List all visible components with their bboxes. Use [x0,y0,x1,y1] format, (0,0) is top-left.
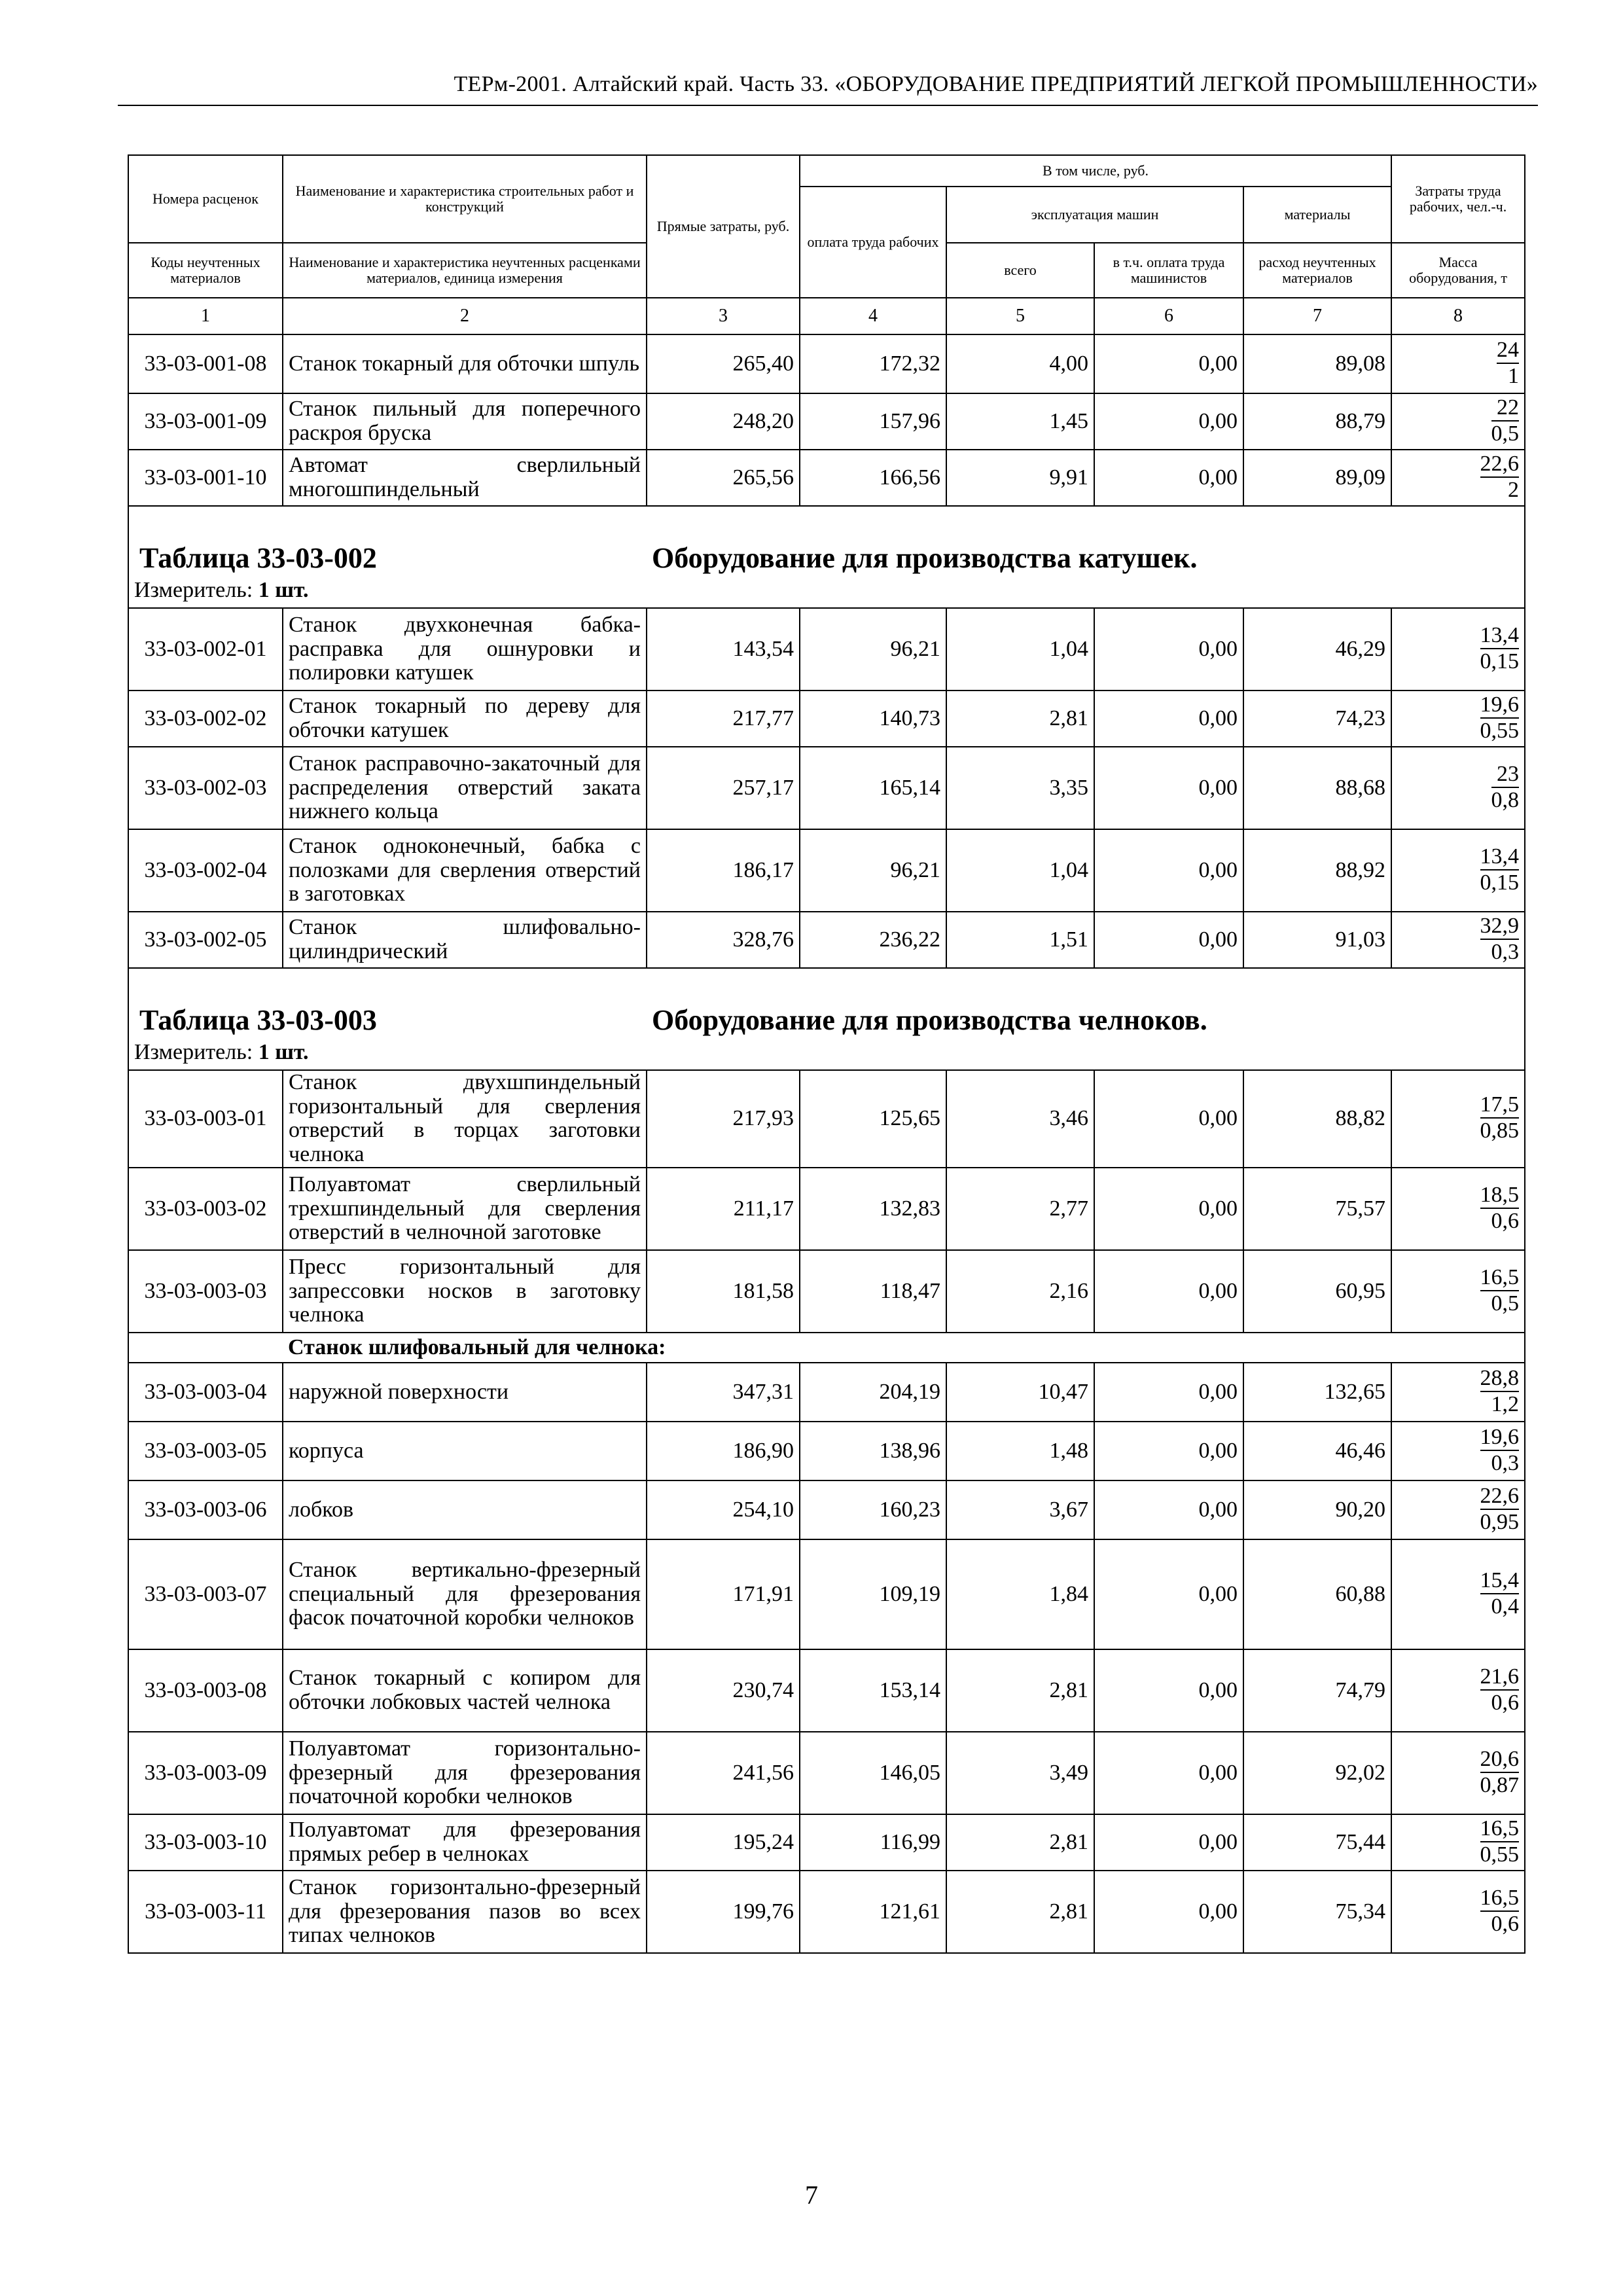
machinist-pay: 0,00 [1094,1539,1243,1649]
equipment-mass: 0,8 [1491,788,1520,812]
work-name: Автомат сверлильный многошпиндельный [283,450,647,506]
equipment-mass: 0,55 [1480,719,1520,743]
labor-hours: 16,5 [1480,1887,1520,1912]
fraction [1480,1367,1520,1416]
fraction [1480,1184,1520,1232]
column-number: 4 [800,298,946,334]
rate-code: 33-03-003-07 [128,1539,283,1649]
rate-row [128,334,1525,393]
work-name: Станок горизонтально-фрезерный для фрезерования пазов во всех типах челноков [283,1871,647,1953]
rate-row [128,691,1525,747]
work-name: Полуавтомат для фрезерования прямых ребер в челноках [283,1814,647,1871]
rate-row [128,912,1525,968]
rate-code: 33-03-003-01 [128,1070,283,1168]
work-name: Станок двухшпиндельный горизонтальный для сверления отверстий в торцах заготовки челнока [283,1070,647,1168]
materials-cost: 75,34 [1243,1871,1391,1953]
labor-pay: 204,19 [800,1363,946,1422]
column-number: 5 [946,298,1094,334]
table-003-title: Оборудование для производства челноков. [652,1004,1207,1036]
direct-costs: 265,40 [647,334,800,393]
materials-cost: 92,02 [1243,1732,1391,1814]
labor-hours: 17,5 [1480,1094,1520,1119]
header-unaccounted-codes: Коды неучтенных материалов [128,243,283,298]
rate-row [128,1363,1525,1422]
work-name: Станок вертикально-фрезерный специальный для фрезерования фасок початочной коробки челноков [283,1539,647,1649]
table-003-unit-value: 1 шт. [258,1040,309,1064]
fraction [1480,624,1520,673]
labor-hours: 22,6 [1480,453,1520,478]
header-labor-costs: Затраты труда рабочих, чел.-ч. [1391,155,1525,243]
machine-total: 1,84 [946,1539,1094,1649]
labor-and-mass [1391,1168,1525,1250]
machine-total: 3,46 [946,1070,1094,1168]
machinist-pay: 0,00 [1094,1168,1243,1250]
table-003-unit-label: Измеритель: [134,1040,253,1064]
machine-total: 10,47 [946,1363,1094,1422]
rate-code: 33-03-002-01 [128,608,283,691]
labor-and-mass [1391,450,1525,506]
column-number: 7 [1243,298,1391,334]
labor-hours: 19,6 [1480,1426,1520,1451]
machinist-pay: 0,00 [1094,1070,1243,1168]
labor-pay: 121,61 [800,1871,946,1953]
equipment-mass: 0,3 [1491,1450,1520,1475]
machinist-pay: 0,00 [1094,608,1243,691]
machine-total: 3,67 [946,1480,1094,1539]
machinist-pay: 0,00 [1094,1422,1243,1480]
machinist-pay: 0,00 [1094,334,1243,393]
rate-row [128,608,1525,691]
materials-cost: 75,44 [1243,1814,1391,1871]
machine-total: 1,04 [946,608,1094,691]
machine-total: 2,77 [946,1168,1094,1250]
labor-pay: 109,19 [800,1539,946,1649]
running-head: ТЕРм-2001. Алтайский край. Часть 33. «ОБОРУДОВАНИЕ ПРЕДПРИЯТИЙ ЛЕГКОЙ ПРОМЫШЛЕННОСТИ» [454,72,1538,96]
rows-table-003-a [128,1070,1525,1333]
labor-and-mass [1391,829,1525,912]
materials-cost: 89,09 [1243,450,1391,506]
equipment-mass: 1 [1508,364,1520,388]
rate-code: 33-03-003-02 [128,1168,283,1250]
header-labor-pay: оплата труда рабочих [800,187,946,298]
labor-pay: 118,47 [800,1250,946,1333]
equipment-mass: 0,87 [1480,1772,1520,1797]
machinist-pay: 0,00 [1094,691,1243,747]
rate-code: 33-03-003-04 [128,1363,283,1422]
materials-cost: 88,82 [1243,1070,1391,1168]
labor-and-mass [1391,747,1525,829]
direct-costs: 143,54 [647,608,800,691]
rate-code: 33-03-001-10 [128,450,283,506]
machinist-pay: 0,00 [1094,1814,1243,1871]
equipment-mass: 0,5 [1491,422,1520,446]
direct-costs: 254,10 [647,1480,800,1539]
labor-and-mass [1391,1480,1525,1539]
materials-cost: 74,23 [1243,691,1391,747]
header-unaccounted-use: расход неучтенных материалов [1243,243,1391,298]
equipment-mass: 2 [1508,478,1520,502]
rate-row [128,393,1525,450]
machinist-pay: 0,00 [1094,1363,1243,1422]
table-header [128,155,1525,334]
table-002-unit-label: Измеритель: [134,578,253,602]
rate-code: 33-03-003-03 [128,1250,283,1333]
labor-hours: 21,6 [1480,1666,1520,1691]
machine-total: 4,00 [946,334,1094,393]
subgroup-heading [128,1333,1525,1363]
materials-cost: 60,88 [1243,1539,1391,1649]
work-name: наружной поверхности [283,1363,647,1422]
machinist-pay: 0,00 [1094,747,1243,829]
machine-total: 2,81 [946,691,1094,747]
materials-cost: 88,79 [1243,393,1391,450]
header-machinist-pay: в т.ч. оплата труда машинистов [1094,243,1243,298]
labor-hours: 19,6 [1480,694,1520,719]
labor-and-mass [1391,608,1525,691]
labor-and-mass [1391,1871,1525,1953]
machine-total: 1,04 [946,829,1094,912]
rate-code: 33-03-003-08 [128,1649,283,1732]
fraction [1480,1818,1520,1866]
rate-code: 33-03-003-06 [128,1480,283,1539]
materials-cost: 46,46 [1243,1422,1391,1480]
labor-and-mass [1391,1814,1525,1871]
header-rate-numbers: Номера расценок [128,155,283,243]
page-number: 7 [805,2180,818,2210]
machinist-pay: 0,00 [1094,912,1243,968]
rate-row [128,1814,1525,1871]
machine-total: 2,16 [946,1250,1094,1333]
rate-code: 33-03-003-09 [128,1732,283,1814]
direct-costs: 171,91 [647,1539,800,1649]
labor-pay: 96,21 [800,608,946,691]
fraction [1480,1666,1520,1714]
direct-costs: 347,31 [647,1363,800,1422]
labor-hours: 22,6 [1480,1485,1520,1510]
labor-pay: 146,05 [800,1732,946,1814]
labor-hours: 15,4 [1480,1570,1520,1594]
machinist-pay: 0,00 [1094,393,1243,450]
work-name: Станок двухконечная бабка-расправка для ошнуровки и полировки катушек [283,608,647,691]
materials-cost: 90,20 [1243,1480,1391,1539]
materials-cost: 89,08 [1243,334,1391,393]
equipment-mass: 0,55 [1480,1842,1520,1867]
rows-table-002 [128,608,1525,968]
machine-total: 1,45 [946,393,1094,450]
machinist-pay: 0,00 [1094,450,1243,506]
rates-table [128,154,1525,1954]
equipment-mass: 0,3 [1491,940,1520,964]
labor-pay: 165,14 [800,747,946,829]
labor-hours: 13,4 [1480,624,1520,649]
column-numbers-row [128,298,1525,334]
rate-code: 33-03-003-05 [128,1422,283,1480]
machinist-pay: 0,00 [1094,1480,1243,1539]
equipment-mass: 1,2 [1491,1391,1520,1416]
header-materials: материалы [1243,187,1391,243]
labor-pay: 96,21 [800,829,946,912]
labor-and-mass [1391,393,1525,450]
fraction [1491,763,1520,812]
materials-cost: 60,95 [1243,1250,1391,1333]
labor-pay: 125,65 [800,1070,946,1168]
machine-total: 9,91 [946,450,1094,506]
fraction [1480,1887,1520,1935]
work-name: Станок токарный с копиром для обточки лобковых частей челнока [283,1649,647,1732]
direct-costs: 195,24 [647,1814,800,1871]
direct-costs: 265,56 [647,450,800,506]
work-name: Станок пильный для поперечного раскроя бруска [283,393,647,450]
direct-costs: 211,17 [647,1168,800,1250]
header-machine-operation: эксплуатация машин [946,187,1243,243]
machine-total: 3,49 [946,1732,1094,1814]
section-002-heading [128,506,1525,608]
machinist-pay: 0,00 [1094,829,1243,912]
fraction [1480,846,1520,894]
work-name: Полуавтомат горизонтально-фрезерный для фрезерования початочной коробки челноков [283,1732,647,1814]
rate-row [128,829,1525,912]
fraction [1480,915,1520,963]
labor-hours: 13,4 [1480,846,1520,870]
column-number: 6 [1094,298,1243,334]
column-number: 1 [128,298,283,334]
work-name: Полуавтомат сверлильный трехшпиндельный для сверления отверстий в челночной заготовке [283,1168,647,1250]
direct-costs: 181,58 [647,1250,800,1333]
labor-pay: 138,96 [800,1422,946,1480]
work-name: Станок токарный по дереву для обточки катушек [283,691,647,747]
rows-top [128,334,1525,506]
rate-code: 33-03-002-02 [128,691,283,747]
header-unaccounted-names: Наименование и характеристика неучтенных расценками материалов, единица измерения [283,243,647,298]
header-direct-costs: Прямые затраты, руб. [647,155,800,298]
rate-code: 33-03-003-11 [128,1871,283,1953]
header-total: всего [946,243,1094,298]
rate-row [128,1250,1525,1333]
direct-costs: 241,56 [647,1732,800,1814]
fraction [1480,1426,1520,1475]
rate-code: 33-03-002-04 [128,829,283,912]
direct-costs: 257,17 [647,747,800,829]
direct-costs: 217,93 [647,1070,800,1168]
fraction [1480,694,1520,742]
labor-pay: 116,99 [800,1814,946,1871]
rate-code: 33-03-002-03 [128,747,283,829]
rate-row [128,1539,1525,1649]
labor-and-mass [1391,1732,1525,1814]
equipment-mass: 0,6 [1491,1208,1520,1233]
rate-row [128,747,1525,829]
labor-and-mass [1391,334,1525,393]
machinist-pay: 0,00 [1094,1732,1243,1814]
labor-hours: 18,5 [1480,1184,1520,1209]
materials-cost: 88,92 [1243,829,1391,912]
direct-costs: 328,76 [647,912,800,968]
labor-and-mass [1391,1363,1525,1422]
equipment-mass: 0,95 [1480,1509,1520,1534]
machinist-pay: 0,00 [1094,1871,1243,1953]
equipment-mass: 0,6 [1491,1911,1520,1936]
materials-cost: 74,79 [1243,1649,1391,1732]
rate-code: 33-03-002-05 [128,912,283,968]
rate-row [128,1871,1525,1953]
table-002-label: Таблица 33-03-002 [139,542,377,574]
labor-pay: 236,22 [800,912,946,968]
labor-pay: 132,83 [800,1168,946,1250]
equipment-mass: 0,5 [1491,1291,1520,1316]
direct-costs: 199,76 [647,1871,800,1953]
machine-total: 2,81 [946,1814,1094,1871]
direct-costs: 186,90 [647,1422,800,1480]
equipment-mass: 0,6 [1491,1690,1520,1715]
labor-and-mass [1391,1649,1525,1732]
materials-cost: 46,29 [1243,608,1391,691]
fraction [1480,453,1520,501]
header-equipment-mass: Масса оборудования, т [1391,243,1525,298]
rate-row [128,1168,1525,1250]
labor-hours: 28,8 [1480,1367,1520,1392]
work-name: Станок расправочно-закаточный для распределения отверстий заката нижнего кольца [283,747,647,829]
materials-cost: 75,57 [1243,1168,1391,1250]
labor-and-mass [1391,1422,1525,1480]
column-number: 3 [647,298,800,334]
rate-code: 33-03-001-09 [128,393,283,450]
rows-table-003-b [128,1539,1525,1953]
machine-total: 1,48 [946,1422,1094,1480]
labor-hours: 24 [1497,339,1519,364]
fraction [1491,397,1520,445]
labor-and-mass [1391,1250,1525,1333]
labor-hours: 20,6 [1480,1748,1520,1773]
table-002-title: Оборудование для производства катушек. [652,542,1198,574]
labor-hours: 16,5 [1480,1266,1520,1291]
work-name: Станок токарный для обточки шпуль [283,334,647,393]
subgroup-title: Станок шлифовальный для челнока: [283,1333,1525,1363]
table-003-label: Таблица 33-03-003 [139,1004,377,1036]
machinist-pay: 0,00 [1094,1250,1243,1333]
labor-pay: 160,23 [800,1480,946,1539]
header-including: В том числе, руб. [800,155,1391,187]
work-name: лобков [283,1480,647,1539]
machine-total: 3,35 [946,747,1094,829]
equipment-mass: 0,4 [1491,1594,1520,1619]
section-003-heading [128,968,1525,1070]
fraction [1480,1570,1520,1618]
materials-cost: 132,65 [1243,1363,1391,1422]
labor-pay: 153,14 [800,1649,946,1732]
equipment-mass: 0,15 [1480,870,1520,895]
work-name: Станок шлифовально-цилиндрический [283,912,647,968]
rows-table-003-subgroup [128,1363,1525,1539]
fraction [1480,1266,1520,1315]
direct-costs: 230,74 [647,1649,800,1732]
labor-and-mass [1391,1539,1525,1649]
equipment-mass: 0,15 [1480,649,1520,673]
machine-total: 2,81 [946,1871,1094,1953]
fraction [1480,1748,1520,1797]
equipment-mass: 0,85 [1480,1119,1520,1143]
rate-row [128,1070,1525,1168]
header-rule [118,105,1538,106]
labor-hours: 32,9 [1480,915,1520,940]
labor-pay: 157,96 [800,393,946,450]
fraction [1497,339,1519,387]
machinist-pay: 0,00 [1094,1649,1243,1732]
labor-hours: 16,5 [1480,1818,1520,1842]
labor-and-mass [1391,912,1525,968]
labor-pay: 172,32 [800,334,946,393]
rate-row [128,1649,1525,1732]
labor-and-mass [1391,1070,1525,1168]
work-name: корпуса [283,1422,647,1480]
fraction [1480,1094,1520,1142]
machine-total: 1,51 [946,912,1094,968]
direct-costs: 186,17 [647,829,800,912]
labor-pay: 140,73 [800,691,946,747]
column-number: 2 [283,298,647,334]
labor-and-mass [1391,691,1525,747]
materials-cost: 91,03 [1243,912,1391,968]
column-number: 8 [1391,298,1525,334]
work-name: Пресс горизонтальный для запрессовки носков в заготовку челнока [283,1250,647,1333]
labor-hours: 22 [1491,397,1520,422]
labor-pay: 166,56 [800,450,946,506]
direct-costs: 217,77 [647,691,800,747]
materials-cost: 88,68 [1243,747,1391,829]
fraction [1480,1485,1520,1534]
work-name: Станок одноконечный, бабка с полозками для сверления отверстий в заготовках [283,829,647,912]
machine-total: 2,81 [946,1649,1094,1732]
rate-code: 33-03-001-08 [128,334,283,393]
labor-hours: 23 [1491,763,1520,788]
header-work-name: Наименование и характеристика строительных работ и конструкций [283,155,647,243]
rate-row [128,450,1525,506]
direct-costs: 248,20 [647,393,800,450]
rate-row [128,1480,1525,1539]
rate-row [128,1422,1525,1480]
rate-code: 33-03-003-10 [128,1814,283,1871]
table-002-unit-value: 1 шт. [258,578,309,602]
rate-row [128,1732,1525,1814]
